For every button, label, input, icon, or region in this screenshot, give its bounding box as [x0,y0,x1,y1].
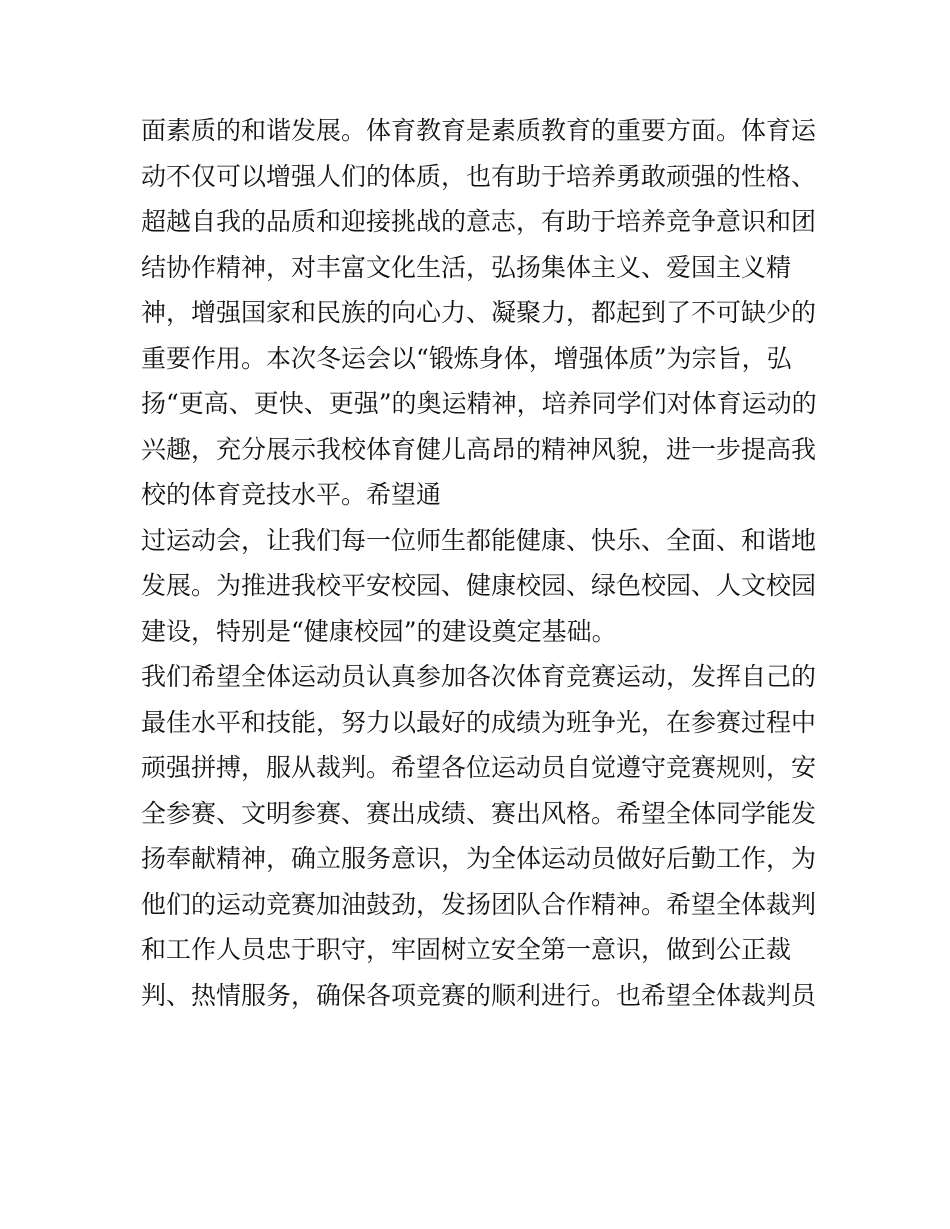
text-line: 超越自我的品质和迎接挑战的意志，有助于培养竞争意识和团 [141,207,817,236]
text-line: 过运动会，让我们每一位师生都能健康、快乐、全面、和谐地 [141,525,817,555]
text-line: 面素质的和谐发展。体育教育是素质教育的重要方面。体育运 [141,116,817,145]
text-line: 兴趣，充分展示我校体育健儿高昂的精神风貌，进一步提高我 [141,434,817,464]
text-line: 发展。为推进我校平安校园、健康校园、绿色校园、人文校园 [141,571,817,600]
body-text [141,108,821,1018]
text-line: 动不仅可以增强人们的体质，也有助于培养勇敢顽强的性格、 [141,161,817,191]
text-line: 他们的运动竞赛加油鼓劲，发扬团队合作精神。希望全体裁判 [141,889,817,919]
text-line: 判、热情服务，确保各项竞赛的顺利进行。也希望全体裁判员 [141,980,817,1010]
text-line: 建设，特别是“健康校园”的建设奠定基础。 [141,616,617,646]
text-line: 最佳水平和技能，努力以最好的成绩为班争光，在参赛过程中 [141,707,817,737]
text-line: 顽强拼搏，服从裁判。希望各位运动员自觉遵守竞赛规则，安 [141,753,817,782]
text-line: 结协作精神，对丰富文化生活，弘扬集体主义、爱国主义精 [141,252,792,282]
text-line: 扬“更高、更快、更强”的奥运精神，培养同学们对体育运动的 [141,389,817,418]
text-line: 全参赛、文明参赛、赛出成绩、赛出风格。希望全体同学能发 [141,798,817,828]
text-line: 重要作用。本次冬运会以“锻炼身体，增强体质”为宗旨，弘 [141,343,792,373]
text-line: 和工作人员忠于职守，牢固树立安全第一意识，做到公正裁 [141,935,792,964]
text-line: 神，增强国家和民族的向心力、凝聚力，都起到了不可缺少的 [141,298,817,327]
text-line: 扬奉献精神，确立服务意识，为全体运动员做好后勤工作，为 [141,844,817,873]
text-line: 校的体育竞技水平。希望通 [141,480,442,509]
text-line: 我们希望全体运动员认真参加各次体育竞赛运动，发挥自己的 [141,662,817,691]
